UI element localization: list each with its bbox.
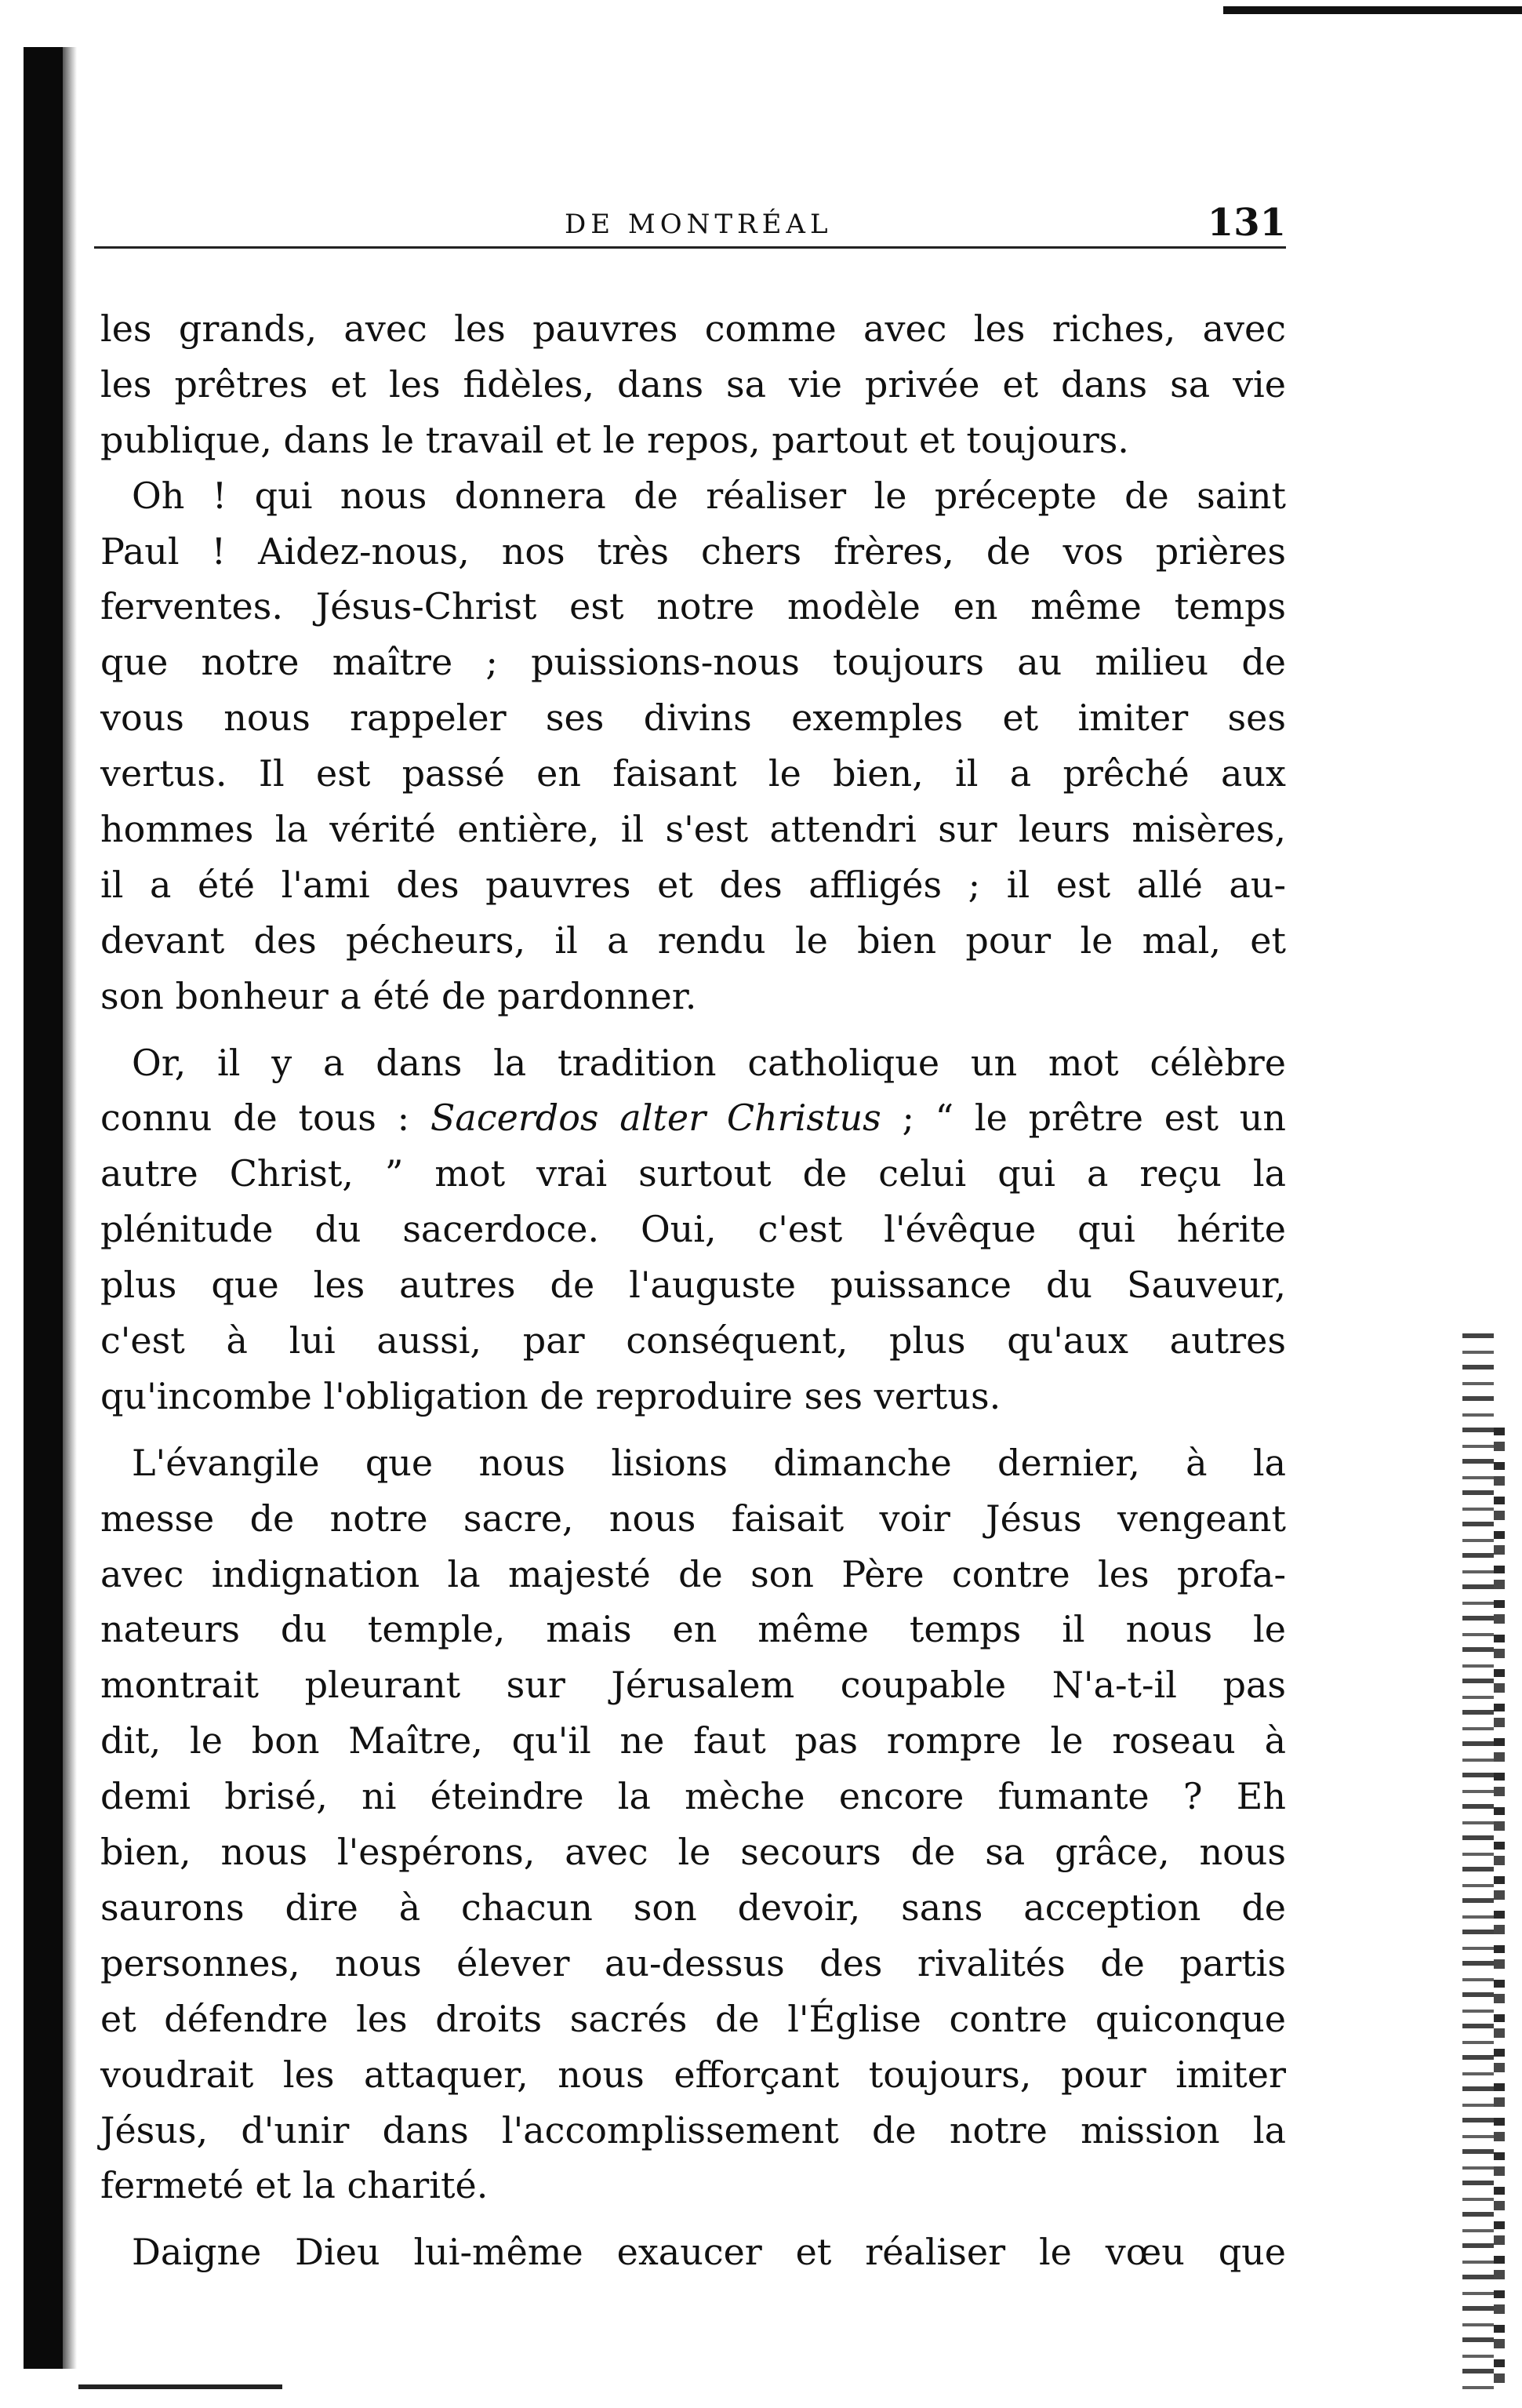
text-line: montrait pleurant sur Jérusalem coupable N'a-t-il pas bbox=[100, 1664, 1286, 1707]
text-line: que notre maître ; puissions-nous toujours au milieu de bbox=[100, 641, 1286, 684]
text-line: voudrait les attaquer, nous efforçant toujours, pour imiter bbox=[100, 2053, 1286, 2096]
text-line: devant des pécheurs, il a rendu le bien pour le mal, et bbox=[100, 918, 1286, 962]
text-line: Or, il y a dans la tradition catholique un mot célèbre bbox=[132, 1041, 1286, 1084]
text-line: plus que les autres de l'auguste puissance du Sauveur, bbox=[100, 1264, 1286, 1307]
text-line: messe de notre sacre, nous faisait voir Jésus vengeant bbox=[100, 1497, 1286, 1540]
text-line: L'évangile que nous lisions dimanche dernier, à la bbox=[132, 1441, 1286, 1484]
paragraph-3 bbox=[100, 1035, 1286, 1424]
scan-binding-gradient bbox=[63, 47, 77, 2369]
paragraph-2 bbox=[100, 468, 1286, 1024]
text-line: Paul ! Aidez-nous, nos très chers frères, de vos prières bbox=[100, 529, 1286, 573]
text-line: les prêtres et les fidèles, dans sa vie privée et dans sa vie bbox=[100, 362, 1286, 406]
body-text bbox=[100, 301, 1286, 2280]
text-line: dit, le bon Maître, qu'il ne faut pas rompre le roseau à bbox=[100, 1719, 1286, 1762]
scan-page-edge-dark bbox=[1494, 1428, 1505, 2384]
text-line: personnes, nous élever au-dessus des rivalités de partis bbox=[100, 1941, 1286, 1984]
text-line: vertus. Il est passé en faisant le bien, il a prêché aux bbox=[100, 752, 1286, 795]
text-line: autre Christ, ” mot vrai surtout de celui qui a reçu la bbox=[100, 1152, 1286, 1195]
running-title: DE MONTRÉAL bbox=[565, 209, 833, 240]
paragraph-4 bbox=[100, 1435, 1286, 2213]
scan-top-rule bbox=[1223, 6, 1522, 14]
text-line: les grands, avec les pauvres comme avec les riches, avec bbox=[100, 307, 1286, 350]
paragraph-5 bbox=[100, 2224, 1286, 2280]
page-number: 131 bbox=[1207, 201, 1286, 245]
paragraph-1 bbox=[100, 301, 1286, 468]
text-line: nateurs du temple, mais en même temps il nous le bbox=[100, 1608, 1286, 1651]
text-line: vous nous rappeler ses divins exemples et imiter ses bbox=[100, 697, 1286, 740]
text-line: fermeté et la charité. bbox=[100, 2164, 489, 2207]
paragraph-gap bbox=[100, 1024, 1286, 1035]
text-line: Daigne Dieu lui-même exaucer et réaliser le vœu que bbox=[132, 2231, 1286, 2274]
paragraph-gap bbox=[100, 2213, 1286, 2224]
text-line: son bonheur a été de pardonner. bbox=[100, 974, 697, 1017]
text-line: hommes la vérité entière, il s'est attendri sur leurs misères, bbox=[100, 808, 1286, 851]
text-line: qu'incombe l'obligation de reproduire ses vertus. bbox=[100, 1374, 1001, 1417]
text-line: demi brisé, ni éteindre la mèche encore fumante ? Eh bbox=[100, 1775, 1286, 1818]
paragraph-gap bbox=[100, 1424, 1286, 1435]
text-line: et défendre les droits sacrés de l'Église contre quiconque bbox=[100, 1997, 1286, 2040]
running-head bbox=[94, 201, 1286, 248]
text-line-with-latin bbox=[100, 1090, 1286, 1146]
text-line: Oh ! qui nous donnera de réaliser le précepte de saint bbox=[132, 474, 1286, 517]
text-line: Jésus, d'unir dans l'accomplissement de notre mission la bbox=[100, 2108, 1286, 2152]
text-line: il a été l'ami des pauvres et des affligés ; il est allé au- bbox=[100, 863, 1286, 906]
scan-page-edge bbox=[1462, 1333, 1494, 2392]
text-fragment: ; “ le prêtre est un bbox=[881, 1097, 1287, 1140]
text-line: publique, dans le travail et le repos, partout et toujours. bbox=[100, 418, 1129, 461]
text-line: avec indignation la majesté de son Père contre les profa- bbox=[100, 1552, 1286, 1595]
text-line: ferventes. Jésus-Christ est notre modèle en même temps bbox=[100, 585, 1286, 628]
text-fragment: connu de tous : bbox=[100, 1097, 430, 1140]
header-rule bbox=[94, 246, 1286, 249]
text-line: saurons dire à chacun son devoir, sans acception de bbox=[100, 1886, 1286, 1929]
text-line: c'est à lui aussi, par conséquent, plus qu'aux autres bbox=[100, 1319, 1286, 1362]
text-line: bien, nous l'espérons, avec le secours de sa grâce, nous bbox=[100, 1831, 1286, 1874]
scan-binding-shadow bbox=[24, 47, 63, 2369]
scan-bottom-mark bbox=[78, 2384, 282, 2389]
latin-quote: Sacerdos alter Christus bbox=[430, 1097, 881, 1140]
text-line: plénitude du sacerdoce. Oui, c'est l'évêque qui hérite bbox=[100, 1208, 1286, 1251]
